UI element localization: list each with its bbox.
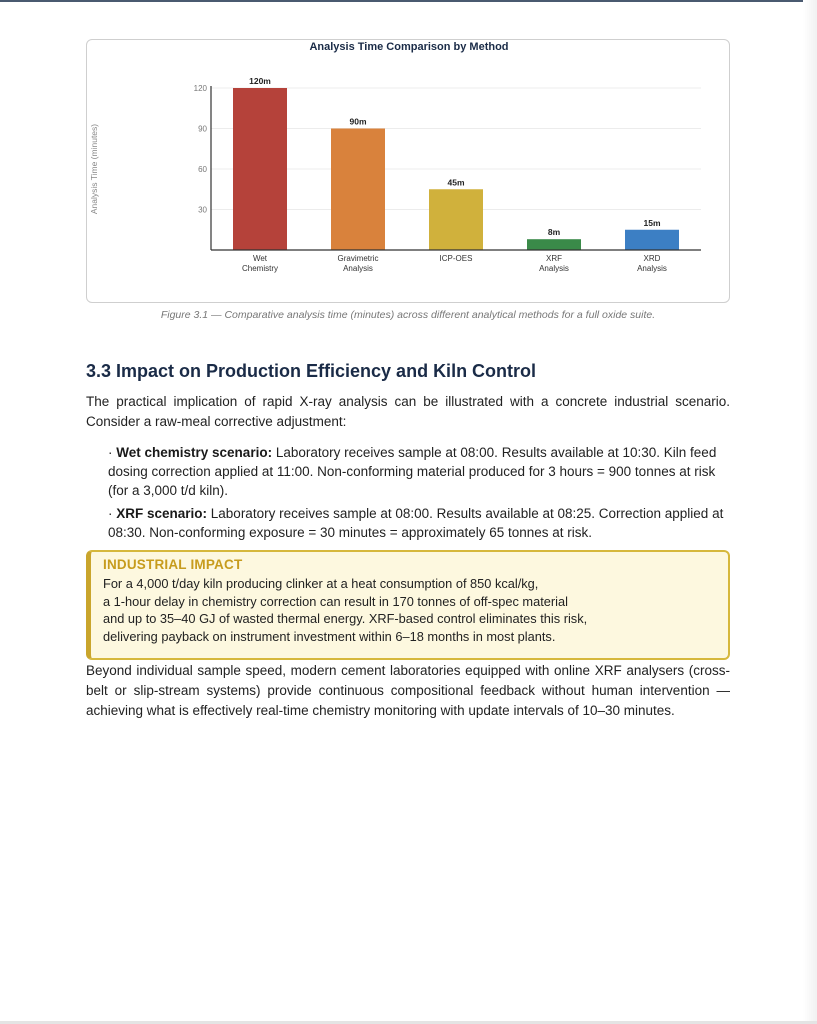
bar <box>331 129 385 251</box>
closing-paragraph: Beyond individual sample speed, modern cement laboratories equipped with online XRF analysers (cross-belt or slip-stream systems) provide continuous compositional feedback without human intervention — achieving what is effectively real-time chemistry monitoring with update intervals of 10–30 minutes. <box>86 663 730 718</box>
bullet-label: Wet chemistry scenario: <box>116 445 273 460</box>
y-tick-label: 120 <box>193 84 207 93</box>
x-tick-label: Gravimetric <box>337 254 379 263</box>
figure-caption: Figure 3.1 — Comparative analysis time (minutes) across different analytical methods for a full oxide suite. <box>160 309 656 321</box>
y-tick-label: 30 <box>198 205 207 215</box>
chart-title: Analysis Time Comparison by Method <box>309 41 509 53</box>
callout-title: INDUSTRIAL IMPACT <box>103 557 243 572</box>
x-tick-label: Chemistry <box>241 264 279 273</box>
section-heading: 3.3 Impact on Production Efficiency and Kiln Control <box>86 361 537 381</box>
x-tick-label: XRD <box>643 254 661 263</box>
x-tick-label: XRF <box>546 254 562 263</box>
bar <box>233 88 287 250</box>
bar-chart <box>87 40 731 304</box>
callout-line: delivering payback on instrument investment within 6–18 months in most plants. <box>103 628 556 644</box>
callout-body <box>103 575 714 645</box>
data-label: 45m <box>447 177 465 188</box>
bullet-text: Laboratory receives sample at 08:00. Results available at 08:25. Correction applied at 08:30. Non-conforming exposure = 30 minutes = approximately 65 tonnes at risk. <box>108 506 724 540</box>
y-tick-label: 90 <box>198 124 207 134</box>
chart-frame <box>86 39 730 303</box>
bar <box>625 230 679 250</box>
x-tick-label: Analysis <box>637 264 667 273</box>
x-tick-label: ICP-OES <box>439 254 473 263</box>
callout-line: a 1-hour delay in chemistry correction can result in 170 tonnes of off-spec material <box>103 593 568 609</box>
callout-line: and up to 35–40 GJ of wasted thermal energy. XRF-based control eliminates this risk, <box>103 611 588 626</box>
x-tick-label: Analysis <box>539 264 569 273</box>
callout-line: For a 4,000 t/day kiln producing clinker at a heat consumption of 850 kcal/kg, <box>103 576 539 591</box>
x-tick-label: Wet <box>252 254 268 263</box>
data-label: 8m <box>547 227 561 238</box>
bar <box>429 189 483 250</box>
data-label: 120m <box>249 76 271 86</box>
y-tick-label: 60 <box>198 165 207 174</box>
bullet-wet-chemistry: · Wet chemistry scenario: Laboratory receives sample at 08:00. Results available at 10:30. Kiln feed dosing correction applied at 11:00. Non-conforming material produced for 3 hours = 900 tonnes at risk (for a 3,000 t/d kiln). <box>108 445 717 498</box>
bullet-text: Laboratory receives sample at 08:00. Results available at 10:30. Kiln feed dosing correction applied at 11:00. Non-conforming material produced for 3 hours = 900 tonnes at risk (for a 3,000 t/d kiln). <box>108 445 717 498</box>
data-label: 15m <box>643 217 661 228</box>
data-label: 90m <box>349 116 367 127</box>
industrial-impact-callout <box>86 550 730 660</box>
top-rule <box>0 0 817 2</box>
intro-paragraph: The practical implication of rapid X-ray analysis can be illustrated with a concrete industrial scenario. Consider a raw-meal corrective adjustment: <box>86 394 730 429</box>
page-edge-shade <box>803 0 817 1024</box>
bullet-label: XRF scenario: <box>116 506 208 521</box>
bar <box>527 239 581 250</box>
bullet-xrf: · XRF scenario: Laboratory receives sample at 08:00. Results available at 08:25. Correction applied at 08:30. Non-conforming exposure = 30 minutes = approximately 65 tonnes at risk. <box>108 506 724 540</box>
y-axis-label: Analysis Time (minutes) <box>89 123 99 215</box>
x-tick-label: Analysis <box>343 264 373 273</box>
